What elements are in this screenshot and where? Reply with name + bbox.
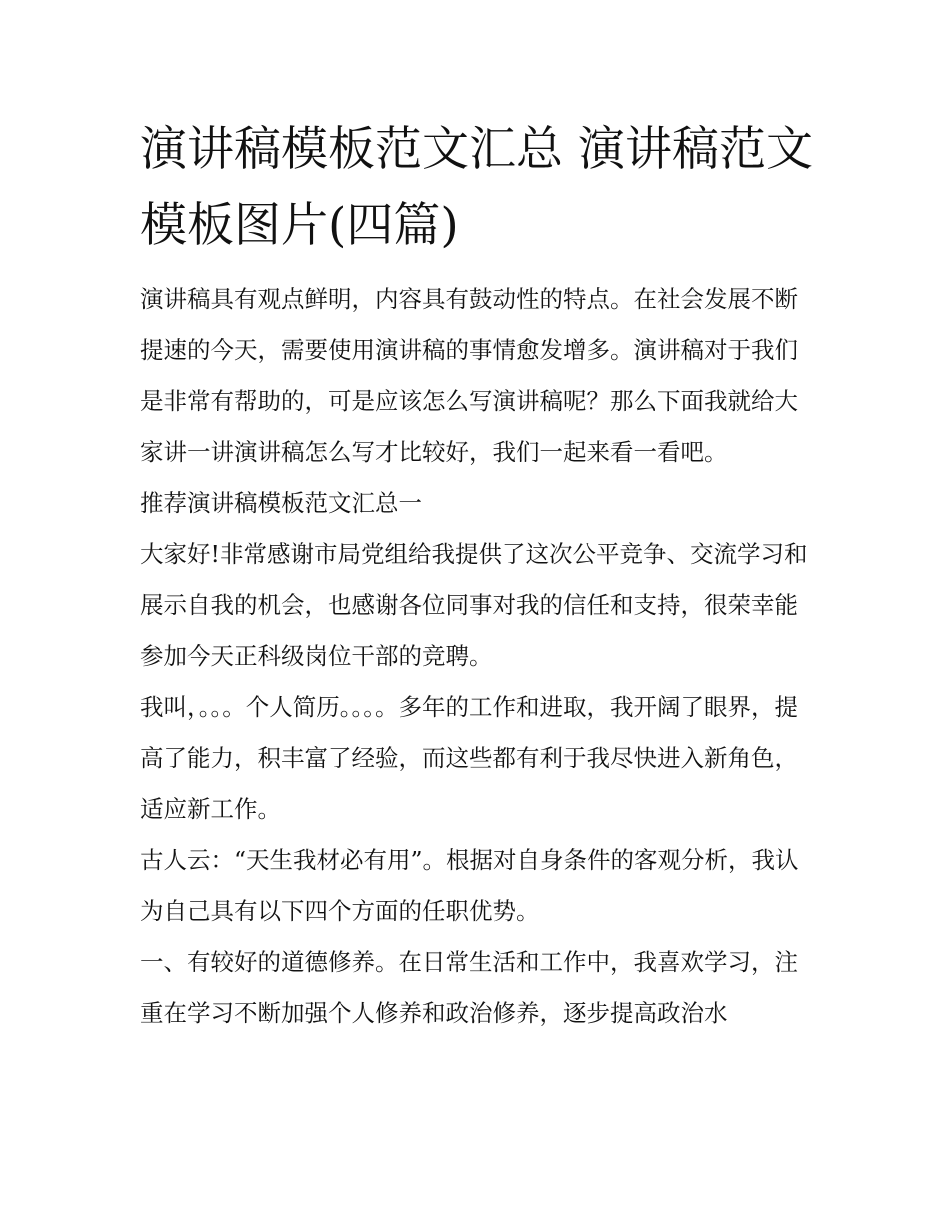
document-title: 演讲稿模板范文汇总 演讲稿范文模板图片(四篇) xyxy=(140,122,813,253)
paragraph: 我叫，。。。个人简历。。。。多年的工作和进取，我开阔了眼界，提高了能力，积丰富了经验，而这些都有利于我尽快进入新角色，适应新工作。 xyxy=(140,693,798,823)
paragraph: 一、有较好的道德修养。在日常生活和工作中，我喜欢学习，注重在学习不断加强个人修养和政治修养，逐步提高政治水 xyxy=(140,948,798,1027)
paragraph: 古人云：“天生我材必有用”。根据对自身条件的客观分析，我认为自己具有以下四个方面的任职优势。 xyxy=(140,846,799,925)
paragraph: 大家好!非常感谢市局党组给我提供了这次公平竞争、交流学习和展示自我的机会，也感谢各位同事对我的信任和支持，很荣幸能参加今天正科级岗位干部的竞聘。 xyxy=(140,540,808,670)
section-heading: 推荐演讲稿模板范文汇总一 xyxy=(140,489,422,517)
document-body xyxy=(140,274,820,1039)
paragraph-intro: 演讲稿具有观点鲜明，内容具有鼓动性的特点。在社会发展不断提速的今天，需要使用演讲稿的事情愈发增多。演讲稿对于我们是非常有帮助的，可是应该怎么写演讲稿呢？那么下面我就给大家讲一讲演讲稿怎么写才比较好，我们一起来看一看吧。 xyxy=(140,285,798,466)
